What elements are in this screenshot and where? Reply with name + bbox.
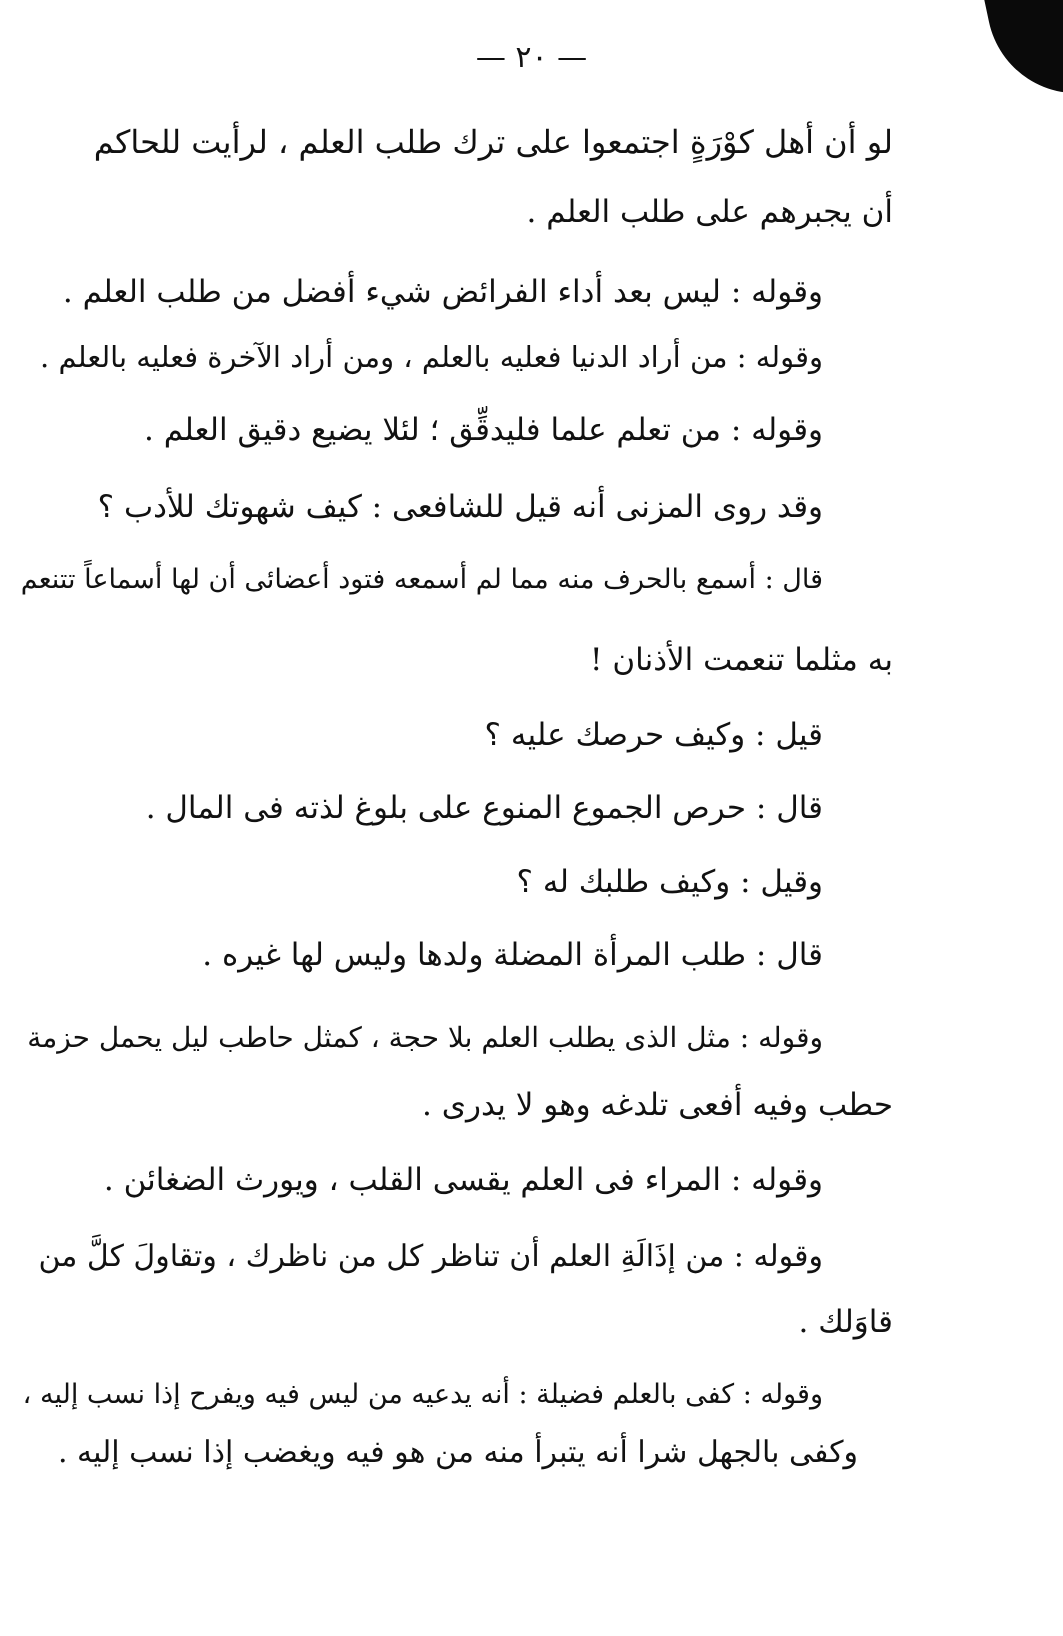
text-line: أن يجبرهم على طلب العلم . [526, 194, 893, 230]
text-line: وكفى بالجهل شرا أنه يتبرأ منه من هو فيه ويغضب إذا نسب إليه . [57, 1435, 858, 1470]
text-line: وقوله : مثل الذى يطلب العلم بلا حجة ، كمثل حاطب ليل يحمل حزمة [27, 1021, 823, 1054]
text-line: قال : حرص الجموع المنوع على بلوغ لذته فى المال . [145, 790, 823, 826]
text-line: قاوَلك . [798, 1304, 893, 1340]
text-line: وقوله : المراء فى العلم يقسى القلب ، ويورث الضغائن . [103, 1162, 823, 1198]
text-line: قال : أسمع بالحرف منه مما لم أسمعه فتود أعضائى أن لها أسماعاً تتنعم [20, 564, 823, 595]
text-line: قيل : وكيف حرصك عليه ؟ [484, 717, 823, 753]
text-line: وقوله : من أراد الدنيا فعليه بالعلم ، ومن أراد الآخرة فعليه بالعلم . [40, 340, 823, 374]
text-line: لو أن أهل كوْرَةٍ اجتمعوا على ترك طلب العلم ، لرأيت للحاكم [93, 123, 893, 161]
text-line: به مثلما تنعمت الأذنان ! [590, 642, 893, 678]
text-line: وقوله : من تعلم علما فليدقِّق ؛ لئلا يضيع دقيق العلم . [143, 412, 823, 448]
text-line: وقد روى المزنى أنه قيل للشافعى : كيف شهوتك للأدب ؟ [97, 489, 823, 525]
text-line: قال : طلب المرأة المضلة ولدها وليس لها غيره . [202, 937, 823, 973]
text-line: وقوله : ليس بعد أداء الفرائض شيء أفضل من طلب العلم . [62, 274, 823, 310]
text-line: حطب وفيه أفعى تلدغه وهو لا يدرى . [422, 1087, 893, 1123]
page-number: — ٢٠ — [475, 40, 588, 75]
text-line: وقوله : من إذَالَةِ العلم أن تناظر كل من ناظرك ، وتقاولَ كلَّ من [38, 1239, 823, 1274]
text-line: وقيل : وكيف طلبك له ؟ [516, 864, 823, 900]
text-line: وقوله : كفى بالعلم فضيلة : أنه يدعيه من ليس فيه ويفرح إذا نسب إليه ، [22, 1379, 823, 1410]
